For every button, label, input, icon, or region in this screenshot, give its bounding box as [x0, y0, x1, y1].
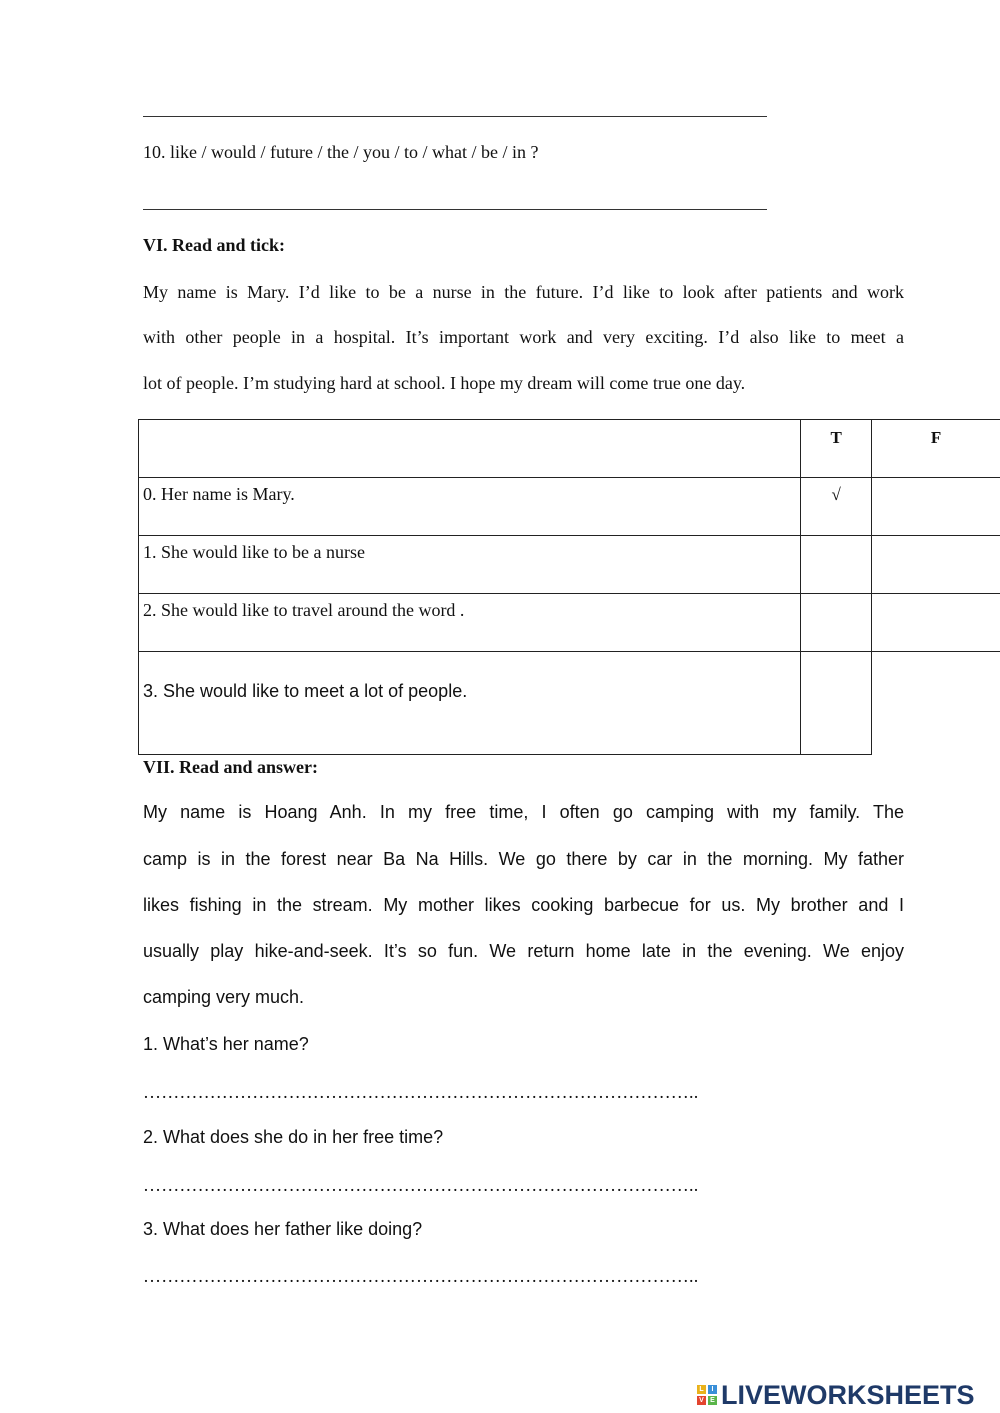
logo-text: LIVEWORKSHEETS: [721, 1379, 975, 1410]
answer-line-3[interactable]: ………………………………………………………………………………..: [143, 1266, 699, 1286]
section-vi-heading: VI. Read and tick:: [143, 235, 286, 255]
table-row: [139, 652, 1000, 755]
tick-cell-0-t[interactable]: √: [801, 478, 872, 536]
question-3: 3. What does her father like doing?: [143, 1219, 423, 1239]
section-vii-heading: VII. Read and answer:: [143, 757, 319, 777]
tick-cell-2-t[interactable]: [801, 594, 872, 652]
table-row: [139, 478, 1000, 536]
tick-table-header-t: T: [801, 420, 872, 478]
statement-3: 3. She would like to meet a lot of people.: [139, 652, 801, 755]
passage-vi-line-3: lot of people. I’m studying hard at school. I hope my dream will come true one day.: [143, 373, 746, 393]
table-row: [139, 536, 1000, 594]
passage-vi-line-2: with other people in a hospital. It’s important work and very exciting. I’d also like to meet a: [143, 327, 904, 347]
answer-line-1[interactable]: ………………………………………………………………………………..: [143, 1082, 699, 1102]
tick-cell-1-f[interactable]: [872, 536, 1000, 594]
passage-vii-line-4: usually play hike-and-seek. It’s so fun. We return home late in the evening. We enjoy: [143, 941, 904, 961]
tick-cell-0-f[interactable]: [872, 478, 1000, 536]
answer-line-10[interactable]: [143, 209, 767, 210]
passage-vii-line-3: likes fishing in the stream. My mother likes cooking barbecue for us. My brother and I: [143, 895, 904, 915]
tick-cell-1-t[interactable]: [801, 536, 872, 594]
passage-vii-line-2: camp is in the forest near Ba Na Hills. We go there by car in the morning. My father: [143, 849, 904, 869]
logo-letter-i: I: [708, 1385, 717, 1394]
passage-vi-line-1: My name is Mary. I’d like to be a nurse in the future. I’d like to look after patients and work: [143, 282, 904, 302]
passage-vii-line-5: camping very much.: [143, 987, 305, 1007]
tick-cell-3-f[interactable]: [872, 652, 1000, 755]
passage-vii-line-1: My name is Hoang Anh. In my free time, I often go camping with my family. The: [143, 802, 904, 822]
statement-1: 1. She would like to be a nurse: [139, 536, 801, 594]
tick-table: [138, 419, 1000, 755]
tick-table-header-blank: [139, 420, 801, 478]
logo-letter-e: E: [708, 1396, 717, 1405]
logo-letter-l: L: [697, 1385, 706, 1394]
question-10: 10. like / would / future / the / you / to / what / be / in ?: [143, 142, 539, 162]
table-row: [139, 594, 1000, 652]
question-2: 2. What does she do in her free time?: [143, 1127, 444, 1147]
liveworksheets-logo: [697, 1380, 975, 1410]
statement-0: 0. Her name is Mary.: [139, 478, 801, 536]
statement-2: 2. She would like to travel around the word .: [139, 594, 801, 652]
tick-cell-3-t[interactable]: [801, 652, 872, 755]
liveworksheets-logo-icon: [697, 1385, 717, 1405]
logo-letter-v: V: [697, 1396, 706, 1405]
tick-table-header-f: F: [872, 420, 1000, 478]
question-1: 1. What’s her name?: [143, 1034, 309, 1054]
answer-line-9[interactable]: [143, 116, 767, 117]
answer-line-2[interactable]: ………………………………………………………………………………..: [143, 1175, 699, 1195]
tick-table-header-row: [139, 420, 1000, 478]
tick-cell-2-f[interactable]: [872, 594, 1000, 652]
